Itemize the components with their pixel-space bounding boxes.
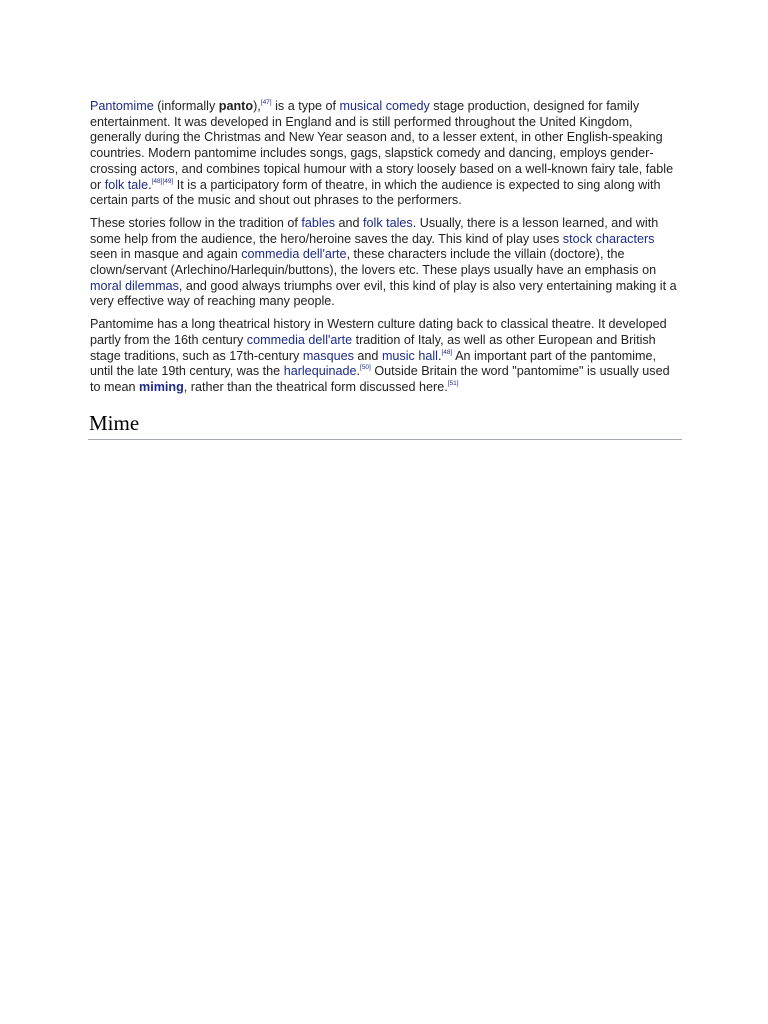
text-run: An important part of the pantomime, until the late 19th century, was the: [90, 348, 656, 379]
link-fables[interactable]: fables: [301, 215, 336, 230]
link-commedia-dell-arte[interactable]: commedia dell'arte: [246, 332, 353, 347]
bold-link-text: miming: [139, 379, 184, 394]
section-heading-mime: Mime: [88, 410, 682, 440]
text-run: Outside Britain the word "pantomime" is usually used to mean: [90, 364, 670, 394]
text-run: ),: [253, 99, 261, 113]
link-folk-tale[interactable]: folk tale: [104, 177, 149, 192]
link-commedia-dell-arte[interactable]: commedia dell'arte: [241, 247, 347, 262]
link-moral-dilemmas[interactable]: moral dilemmas: [90, 278, 179, 293]
text-run: , and good always triumphs over evil, this kind of play is also very entertaining making it a very effective way of reaching many people.: [90, 278, 677, 309]
article-content: [90, 99, 680, 440]
text-run: and: [335, 215, 364, 230]
citation-51[interactable]: [51]: [447, 379, 459, 387]
citation-50[interactable]: [50]: [360, 364, 371, 372]
text-run: These stories follow in the tradition of: [90, 215, 302, 230]
citation-link-47[interactable]: [261, 99, 272, 106]
text-run: . Usually, there is a lesson learned, and with some help from the audience, the hero/heroine saves the day. This kind of play uses: [90, 215, 659, 246]
citation-link-51[interactable]: [448, 380, 459, 387]
paragraph-history: [90, 317, 680, 396]
link-folk-tales[interactable]: folk tales: [363, 215, 413, 230]
text-run: , these characters include the villain (doctore), the clown/servant (Arlechino/Harlequin/buttons), the lovers etc. These plays usually have an emphasis on: [90, 247, 657, 278]
text-run: It is a participatory form of theatre, in which the audience is expected to sing along with certain parts of the music and shout out phrases to the performers.: [90, 177, 661, 208]
text-run: Pantomime has a long theatrical history in Western culture dating back to classical theatre. It developed partly from the 16th century: [90, 317, 667, 347]
citation-48-49[interactable]: [48][49]: [151, 177, 174, 185]
link-musical-comedy[interactable]: musical comedy: [339, 99, 430, 113]
text-run: seen in masque and again: [90, 247, 242, 262]
text-run: .: [356, 364, 361, 379]
bold-term: panto: [218, 99, 254, 113]
text-run: , rather than the theatrical form discussed here.: [183, 379, 448, 394]
text-run: .: [437, 348, 442, 363]
link-pantomime[interactable]: Pantomime: [90, 99, 154, 113]
text-run: .: [148, 177, 152, 192]
link-music-hall[interactable]: music hall: [381, 348, 438, 363]
link-masques[interactable]: masques: [302, 348, 354, 363]
link-harlequinade[interactable]: harlequinade: [283, 364, 357, 379]
text-run: and: [353, 348, 382, 363]
citation-48[interactable]: [48]: [441, 348, 453, 356]
paragraph-intro: [90, 99, 680, 209]
citation-link-48-49[interactable]: [152, 178, 174, 185]
text-run: (informally: [153, 99, 219, 113]
text-run: tradition of Italy, as well as other European and British stage traditions, such as 17th-century: [90, 332, 656, 363]
paragraph-tradition: [90, 216, 680, 310]
citation-47[interactable]: [47]: [260, 99, 272, 106]
citation-link-48[interactable]: [441, 349, 452, 356]
citation-link-50[interactable]: [360, 364, 371, 371]
link-miming[interactable]: [139, 380, 184, 394]
link-stock-characters[interactable]: stock characters: [562, 231, 655, 246]
text-run: stage production, designed for family entertainment. It was developed in England and is still performed throughout the United Kingdom, generally during the Christmas and New Year season and, to a lesser extent, in other English-speaking countries. Modern pantomime includes songs, gags, slapstick comedy and dancing, employs gender-crossing actors, and combines topical humour with a story loosely based on a well-known fairy tale, fable or: [90, 99, 674, 192]
text-run: is a type of: [271, 99, 340, 113]
